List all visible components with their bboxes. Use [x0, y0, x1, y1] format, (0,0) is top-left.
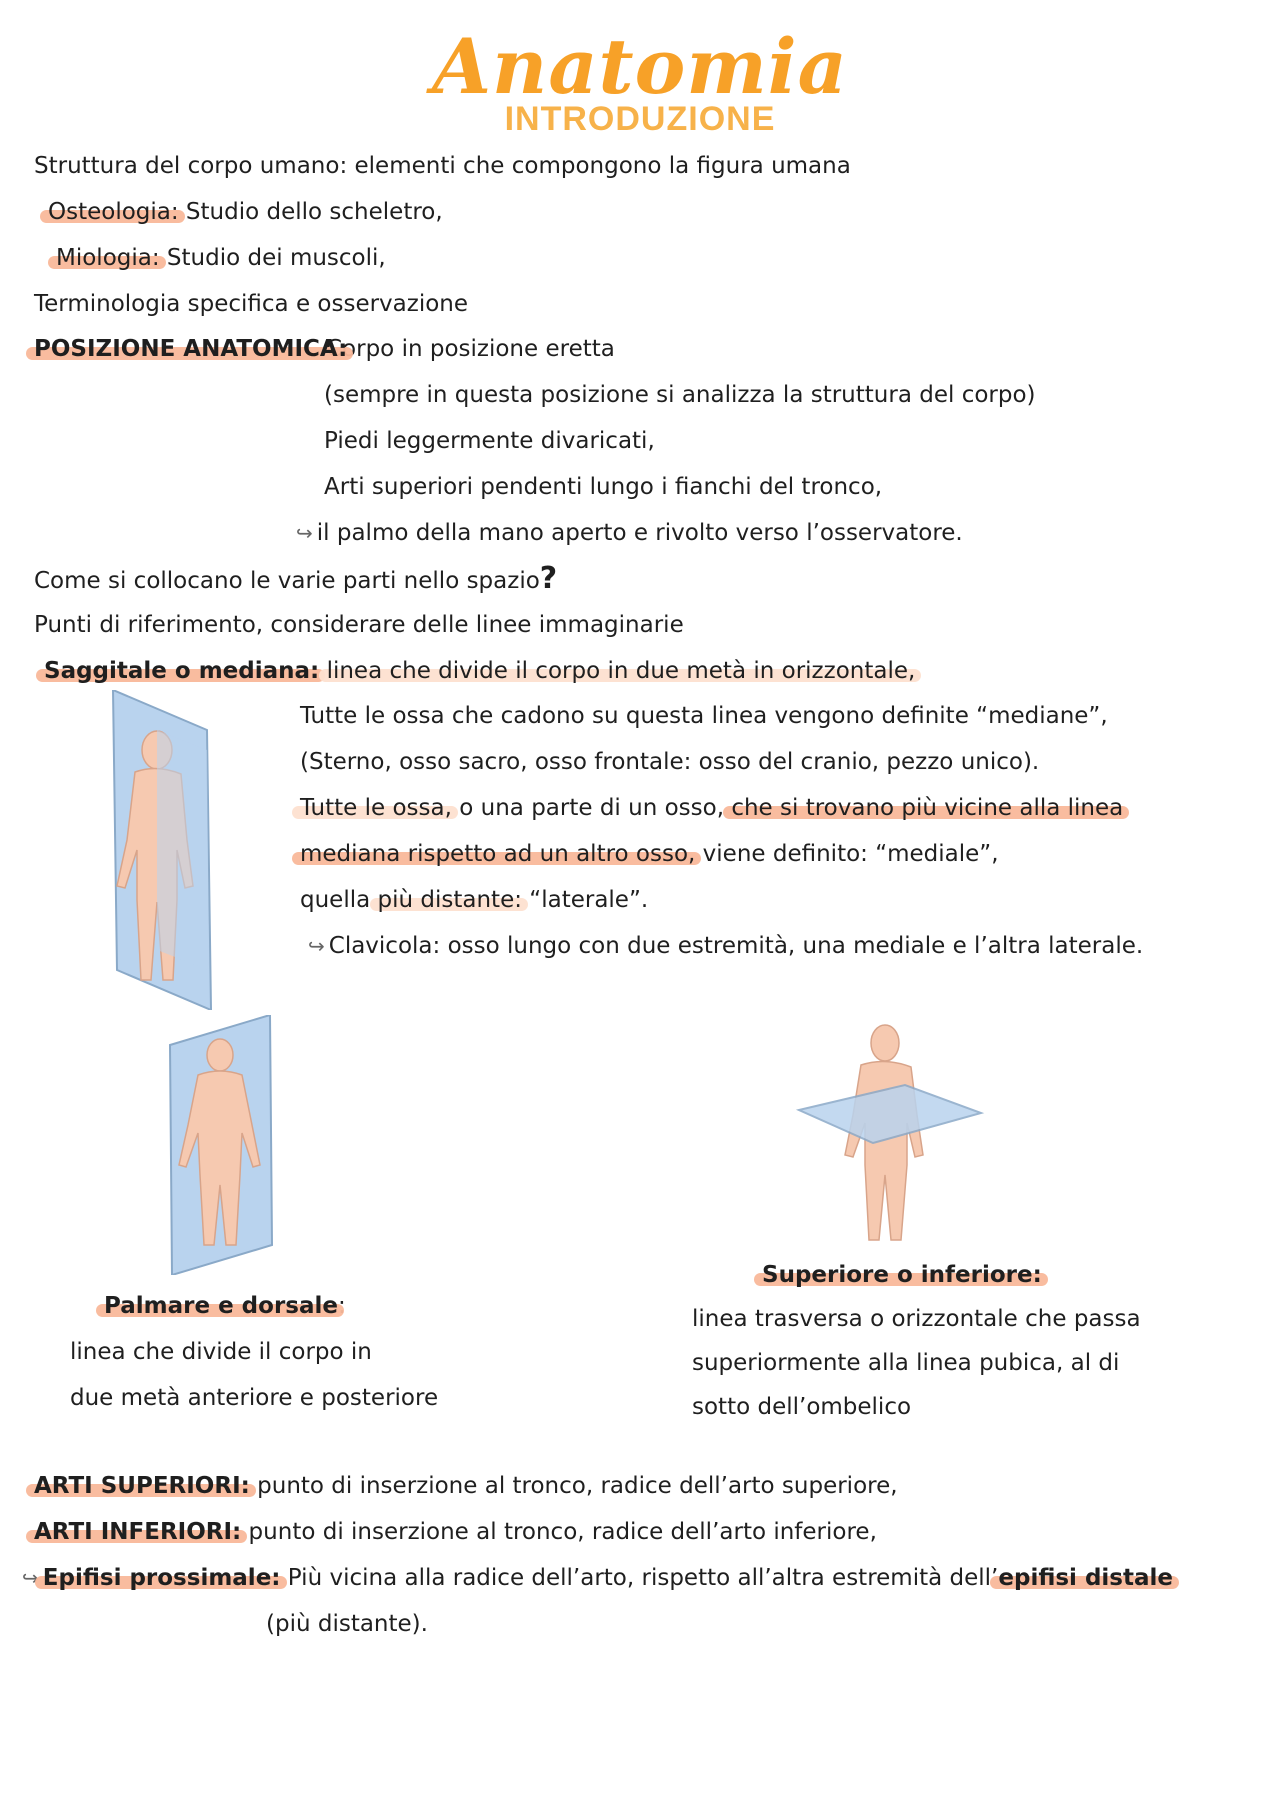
superiore-l1: linea trasversa o orizzontale che passa	[692, 1306, 1141, 1332]
palmare-l2: due metà anteriore e posteriore	[70, 1385, 439, 1411]
sagittal-plane-figure	[95, 690, 225, 1010]
saggitale-l4a: mediana rispetto ad un altro osso,	[300, 841, 696, 867]
curved-arrow-icon: ↪	[296, 521, 313, 545]
posizione-line	[34, 333, 347, 365]
question-mark: ?	[539, 561, 558, 596]
saggitale-l4	[300, 838, 999, 870]
spazio-question-row	[34, 563, 557, 597]
miologia-text: Studio dei muscoli,	[159, 245, 386, 271]
posizione-line-1: Corpo in posizione eretta	[326, 336, 615, 362]
saggitale-l3c: che si trovano più vicine alla linea	[731, 795, 1124, 821]
saggitale-l5c: “laterale”.	[521, 887, 649, 913]
superiore-l2: superiormente alla linea pubica, al di	[692, 1350, 1120, 1376]
saggitale-l6-row	[308, 930, 1143, 962]
superiore-line	[762, 1259, 1042, 1291]
palmare-colon: :	[338, 1293, 346, 1319]
palmare-l1: linea che divide il corpo in	[70, 1339, 372, 1365]
saggitale-l3b: o una parte di un osso,	[451, 795, 732, 821]
arti-inferiori-text: punto di inserzione al tronco, radice dell’arto inferiore,	[241, 1519, 877, 1545]
epifisi-text: Più vicina alla radice dell’arto, rispetto all’altra estremità dell’	[280, 1565, 999, 1591]
intro-line: Struttura del corpo umano: elementi che compongono la figura umana	[34, 153, 851, 179]
posizione-term: POSIZIONE ANATOMICA:	[34, 336, 348, 362]
curved-arrow-icon: ↪	[22, 1566, 39, 1590]
posizione-line-4: Arti superiori pendenti lungo i fianchi del tronco,	[324, 474, 883, 500]
osteologia-text: Studio dello scheletro,	[178, 199, 443, 225]
posizione-line-5-row	[296, 517, 963, 549]
arti-superiori-line	[34, 1470, 898, 1502]
saggitale-l4b: viene definito: “mediale”,	[695, 841, 999, 867]
arti-superiori-term: ARTI SUPERIORI:	[34, 1473, 250, 1499]
saggitale-l5	[300, 884, 648, 916]
saggitale-l1: Tutte le ossa che cadono su questa linea vengono definite “mediane”,	[300, 703, 1108, 729]
miologia-term: Miologia:	[56, 245, 160, 271]
coronal-plane-figure	[160, 1015, 290, 1275]
osteologia-term: Osteologia:	[48, 199, 179, 225]
riferimento-line: Punti di riferimento, considerare delle linee immaginarie	[34, 612, 684, 638]
miologia-line	[56, 242, 386, 274]
epifisi-distale-term: epifisi distale	[998, 1565, 1173, 1591]
palmare-line	[104, 1290, 346, 1322]
curved-arrow-icon: ↪	[308, 934, 325, 958]
epifisi-line	[22, 1562, 1173, 1594]
page-title: Anatomia	[432, 22, 848, 111]
superiore-l3: sotto dell’ombelico	[692, 1394, 912, 1420]
saggitale-term: Saggitale o mediana:	[44, 658, 320, 684]
transverse-plane	[799, 1085, 981, 1143]
saggitale-l6: Clavicola: osso lungo con due estremità, una mediale e l’altra laterale.	[328, 933, 1144, 959]
sagittal-plane-front	[157, 730, 209, 970]
posizione-line-2: (sempre in questa posizione si analizza la struttura del corpo)	[324, 382, 1036, 408]
spazio-question: Come si collocano le varie parti nello spazio	[34, 568, 540, 594]
arti-superiori-text: punto di inserzione al tronco, radice dell’arto superiore,	[249, 1473, 898, 1499]
epifisi-term: Epifisi prossimale:	[42, 1565, 281, 1591]
saggitale-l2: (Sterno, osso sacro, osso frontale: osso del cranio, pezzo unico).	[300, 749, 1040, 775]
posizione-line-5: il palmo della mano aperto e rivolto verso l’osservatore.	[316, 520, 963, 546]
arti-inferiori-term: ARTI INFERIORI:	[34, 1519, 242, 1545]
saggitale-l3	[300, 792, 1123, 824]
epifisi-l2: (più distante).	[266, 1611, 428, 1637]
transverse-plane-figure	[795, 1015, 985, 1250]
superiore-term: Superiore o inferiore:	[762, 1262, 1042, 1288]
terminologia-line: Terminologia specifica e osservazione	[34, 291, 469, 317]
arti-inferiori-line	[34, 1516, 877, 1548]
page-subtitle: INTRODUZIONE	[504, 100, 776, 138]
saggitale-l5b: più distante:	[377, 887, 522, 913]
saggitale-line	[44, 655, 915, 687]
osteologia-line	[48, 196, 443, 228]
saggitale-l3a: Tutte le ossa,	[300, 795, 452, 821]
posizione-line-3: Piedi leggermente divaricati,	[324, 428, 655, 454]
saggitale-l5a: quella	[300, 887, 378, 913]
palmare-term: Palmare e dorsale	[104, 1293, 338, 1319]
saggitale-text: linea che divide il corpo in due metà in orizzontale,	[326, 658, 916, 684]
